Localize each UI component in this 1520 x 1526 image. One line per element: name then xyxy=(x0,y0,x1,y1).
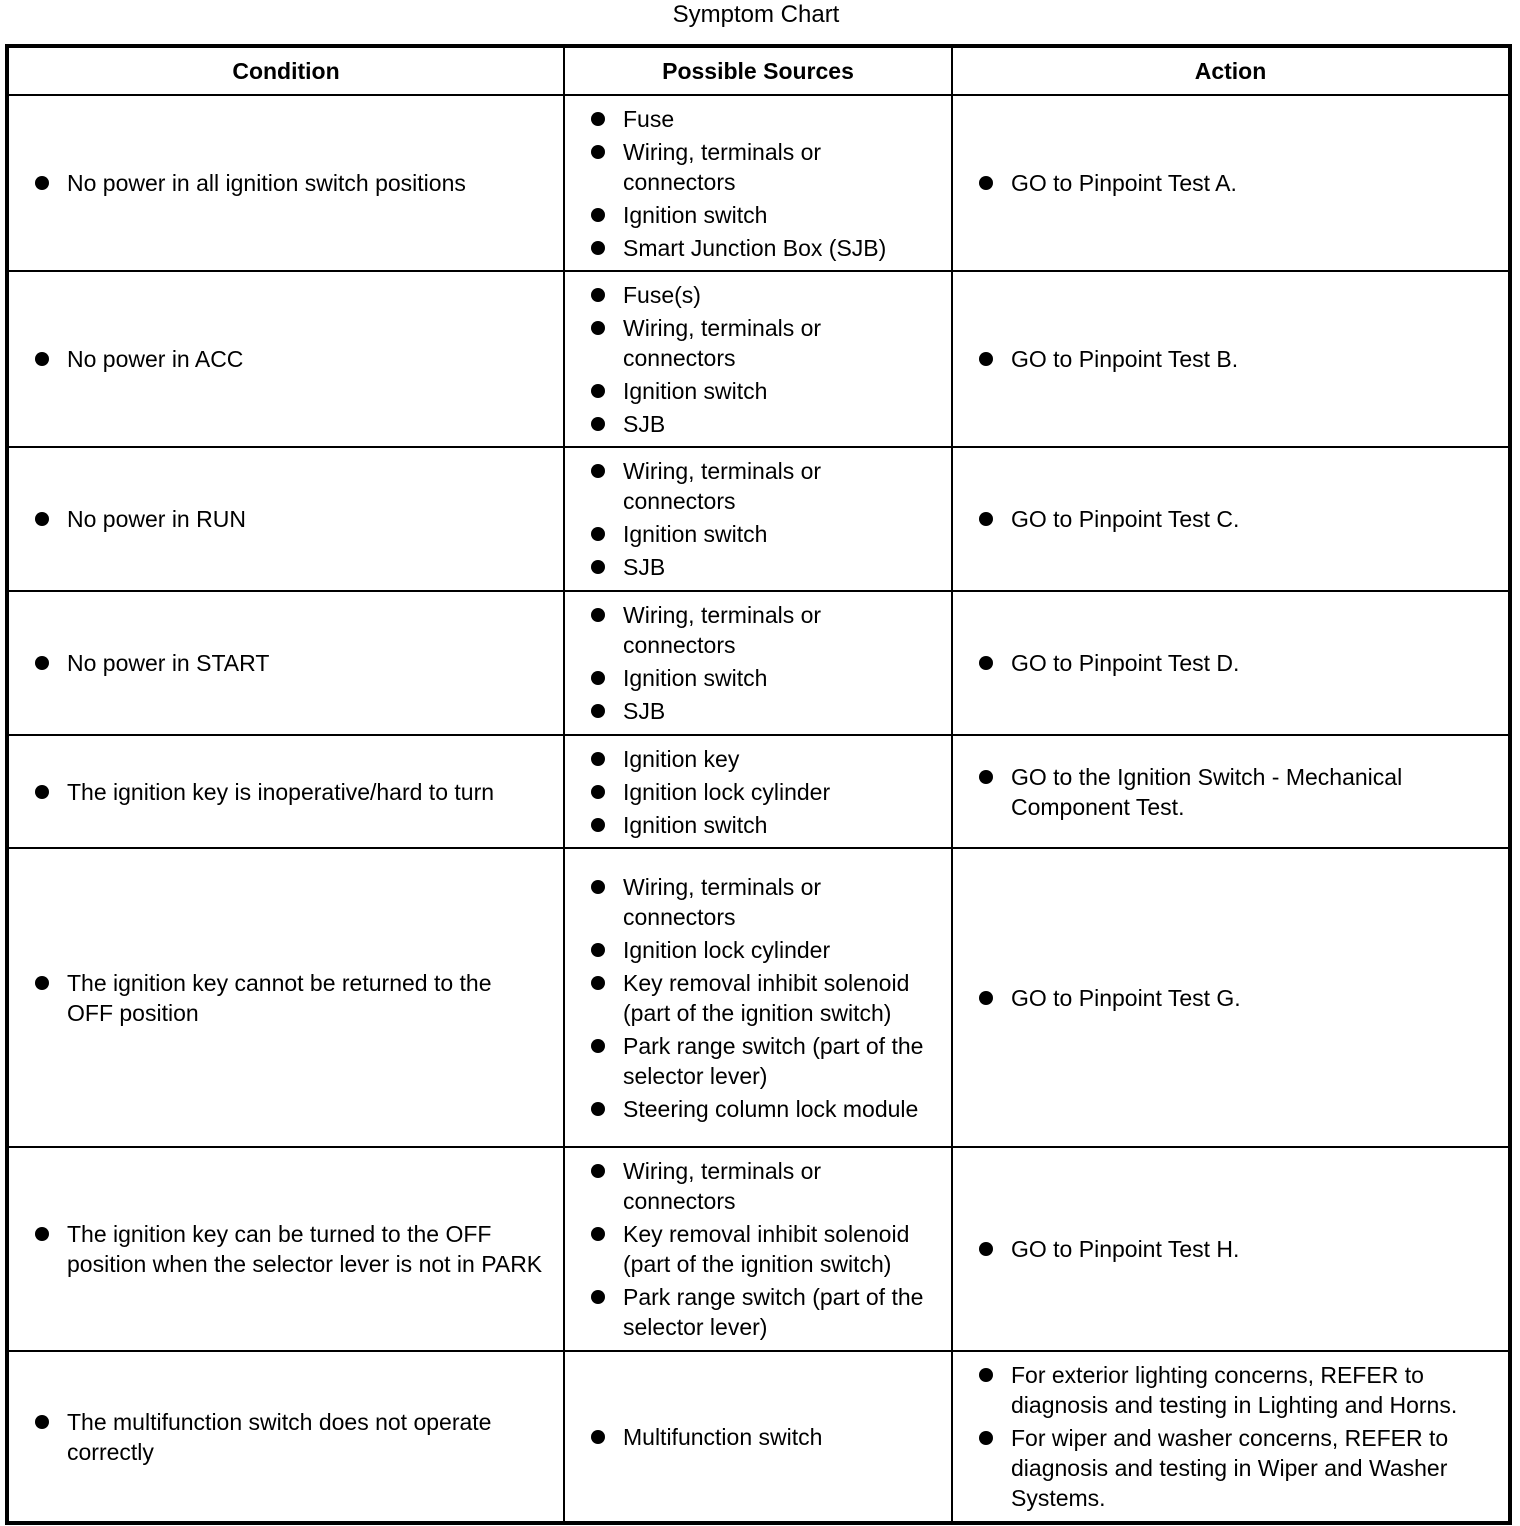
list-item: Ignition lock cylinder xyxy=(565,777,951,810)
list-item: GO to Pinpoint Test G. xyxy=(953,983,1508,1013)
list-item: Ignition switch xyxy=(565,519,951,552)
bullet-list xyxy=(953,168,1508,198)
list-item: No power in RUN xyxy=(9,504,563,534)
table-row xyxy=(7,1147,1510,1351)
action-cell xyxy=(952,95,1510,271)
bullet-list xyxy=(953,1234,1508,1264)
table-row xyxy=(7,848,1510,1147)
action-cell xyxy=(952,848,1510,1147)
list-item: Wiring, terminals or connectors xyxy=(565,313,951,376)
list-item: Steering column lock module xyxy=(565,1094,951,1124)
sources-cell xyxy=(564,1147,952,1351)
bullet-list xyxy=(9,648,563,678)
bullet-list xyxy=(9,777,563,807)
list-item: Wiring, terminals or connectors xyxy=(565,456,951,519)
table-row xyxy=(7,95,1510,271)
action-cell xyxy=(952,1351,1510,1523)
bullet-list xyxy=(9,344,563,374)
list-item: Ignition key xyxy=(565,744,951,777)
list-item: Wiring, terminals or connectors xyxy=(565,872,951,935)
sources-cell xyxy=(564,271,952,447)
bullet-list xyxy=(565,872,951,1124)
list-item: The multifunction switch does not operate correctly xyxy=(9,1407,563,1467)
bullet-list xyxy=(953,1360,1508,1513)
list-item: GO to Pinpoint Test A. xyxy=(953,168,1508,198)
action-cell xyxy=(952,591,1510,735)
list-item: Park range switch (part of the selector lever) xyxy=(565,1031,951,1094)
condition-cell xyxy=(7,447,564,591)
bullet-list xyxy=(565,1422,951,1452)
action-cell xyxy=(952,735,1510,848)
condition-cell xyxy=(7,1351,564,1523)
bullet-list xyxy=(565,744,951,840)
sources-cell xyxy=(564,848,952,1147)
sources-cell xyxy=(564,95,952,271)
list-item: Multifunction switch xyxy=(565,1422,951,1452)
list-item: The ignition key is inoperative/hard to turn xyxy=(9,777,563,807)
bullet-list xyxy=(953,648,1508,678)
header-action: Action xyxy=(952,46,1510,95)
list-item: GO to the Ignition Switch - Mechanical Component Test. xyxy=(953,762,1508,822)
bullet-list xyxy=(953,344,1508,374)
table-row xyxy=(7,735,1510,848)
table-row xyxy=(7,271,1510,447)
action-cell xyxy=(952,1147,1510,1351)
list-item: Park range switch (part of the selector lever) xyxy=(565,1282,951,1342)
bullet-list xyxy=(565,600,951,726)
condition-cell xyxy=(7,95,564,271)
list-item: Wiring, terminals or connectors xyxy=(565,600,951,663)
list-item: Fuse xyxy=(565,104,951,137)
bullet-list xyxy=(565,1156,951,1342)
list-item: Ignition lock cylinder xyxy=(565,935,951,968)
bullet-list xyxy=(9,1219,563,1279)
list-item: Ignition switch xyxy=(565,376,951,409)
table-body xyxy=(7,95,1510,1523)
condition-cell xyxy=(7,735,564,848)
list-item: The ignition key can be turned to the OFF position when the selector lever is not in PARK xyxy=(9,1219,563,1279)
bullet-list xyxy=(953,762,1508,822)
bullet-list xyxy=(565,104,951,263)
list-item: GO to Pinpoint Test D. xyxy=(953,648,1508,678)
symptom-chart-table xyxy=(5,44,1512,1525)
list-item: Wiring, terminals or connectors xyxy=(565,1156,951,1219)
condition-cell xyxy=(7,591,564,735)
list-item: Key removal inhibit solenoid (part of the ignition switch) xyxy=(565,968,951,1031)
list-item: GO to Pinpoint Test C. xyxy=(953,504,1508,534)
list-item: For exterior lighting concerns, REFER to diagnosis and testing in Lighting and Horns. xyxy=(953,1360,1508,1423)
bullet-list xyxy=(9,1407,563,1467)
bullet-list xyxy=(565,456,951,582)
bullet-list xyxy=(953,504,1508,534)
list-item: SJB xyxy=(565,409,951,439)
page-title: Symptom Chart xyxy=(672,1,840,28)
header-condition: Condition xyxy=(7,46,564,95)
list-item: For wiper and washer concerns, REFER to diagnosis and testing in Wiper and Washer Systems. xyxy=(953,1423,1508,1513)
action-cell xyxy=(952,447,1510,591)
list-item: No power in ACC xyxy=(9,344,563,374)
list-item: Ignition switch xyxy=(565,200,951,233)
condition-cell xyxy=(7,848,564,1147)
list-item: Ignition switch xyxy=(565,810,951,840)
condition-cell xyxy=(7,1147,564,1351)
action-cell xyxy=(952,271,1510,447)
header-possible-sources: Possible Sources xyxy=(564,46,952,95)
bullet-list xyxy=(9,968,563,1028)
bullet-list xyxy=(9,504,563,534)
list-item: The ignition key cannot be returned to the OFF position xyxy=(9,968,563,1028)
list-item: Ignition switch xyxy=(565,663,951,696)
sources-cell xyxy=(564,447,952,591)
bullet-list xyxy=(565,280,951,439)
list-item: Smart Junction Box (SJB) xyxy=(565,233,951,263)
list-item: GO to Pinpoint Test H. xyxy=(953,1234,1508,1264)
bullet-list xyxy=(9,168,563,198)
list-item: SJB xyxy=(565,552,951,582)
list-item: Key removal inhibit solenoid (part of the ignition switch) xyxy=(565,1219,951,1282)
list-item: Fuse(s) xyxy=(565,280,951,313)
table-row xyxy=(7,1351,1510,1523)
sources-cell xyxy=(564,1351,952,1523)
condition-cell xyxy=(7,271,564,447)
sources-cell xyxy=(564,591,952,735)
list-item: Wiring, terminals or connectors xyxy=(565,137,951,200)
list-item: GO to Pinpoint Test B. xyxy=(953,344,1508,374)
table-row xyxy=(7,591,1510,735)
bullet-list xyxy=(953,983,1508,1013)
table-row xyxy=(7,447,1510,591)
sources-cell xyxy=(564,735,952,848)
list-item: SJB xyxy=(565,696,951,726)
header-row xyxy=(7,46,1510,95)
list-item: No power in all ignition switch positions xyxy=(9,168,563,198)
list-item: No power in START xyxy=(9,648,563,678)
